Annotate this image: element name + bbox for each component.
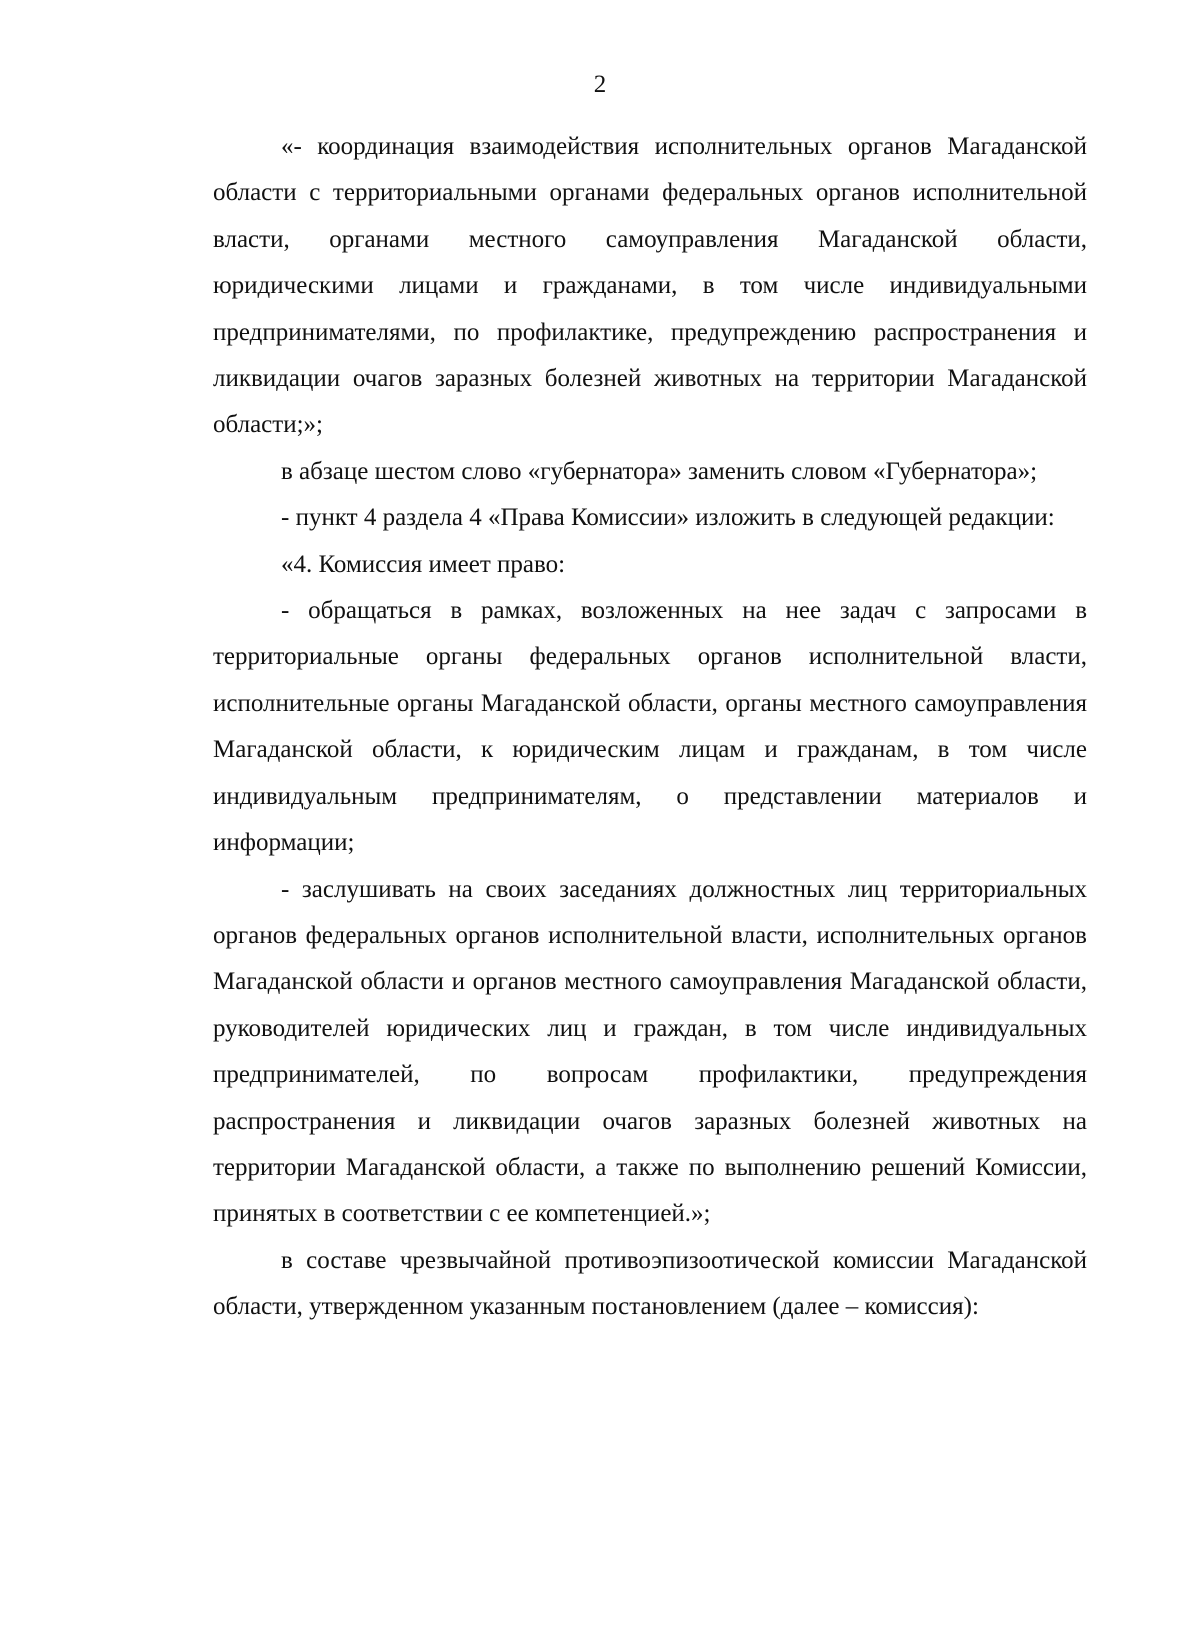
paragraph-commission-rights-intro: «4. Комиссия имеет право: — [281, 550, 566, 578]
paragraph-governor-wording: в абзаце шестом слово «губернатора» заменить словом «Губернатора»; — [281, 457, 1038, 485]
paragraph-coordination-duty: «- координация взаимодействия исполнительных органов Магаданской области с территориальными органами федеральных органов исполнительной власти, органами местного самоуправления Магаданской области, юридическими лицами и гражданами, в том числе индивидуальными предпринимателями, по профилактике, предупреждению распространения и ликвидации очагов заразных болезней животных на территории Магаданской области;»; — [213, 133, 1087, 439]
paragraph-commission-composition: в составе чрезвычайной противоэпизоотической комиссии Магаданской области, утвержденном указанным постановлением (далее – комиссия): — [213, 1246, 1087, 1321]
page-number: 2 — [593, 71, 607, 98]
document-body — [213, 124, 1087, 1331]
paragraph-section-4-amendment: - пункт 4 раздела 4 «Права Комиссии» изложить в следующей редакции: — [281, 504, 1055, 532]
paragraph-right-to-request: - обращаться в рамках, возложенных на нее задач с запросами в территориальные органы федеральных органов исполнительной власти, исполнительные органы Магаданской области, органы местного самоуправления Магаданской области, к юридическим лицам и гражданам, в том числе индивидуальным предпринимателям, о представлении материалов и информации; — [213, 597, 1087, 857]
paragraph-right-to-hear-officials: - заслушивать на своих заседаниях должностных лиц территориальных органов федеральных органов исполнительной власти, исполнительных органов Магаданской области и органов местного самоуправления Магаданской области, руководителей юридических лиц и граждан, в том числе индивидуальных предпринимателей, по вопросам профилактики, предупреждения распространения и ликвидации очагов заразных болезней животных на территории Магаданской области, а также по выполнению решений Комиссии, принятых в соответствии с ее компетенцией.»; — [213, 875, 1087, 1228]
